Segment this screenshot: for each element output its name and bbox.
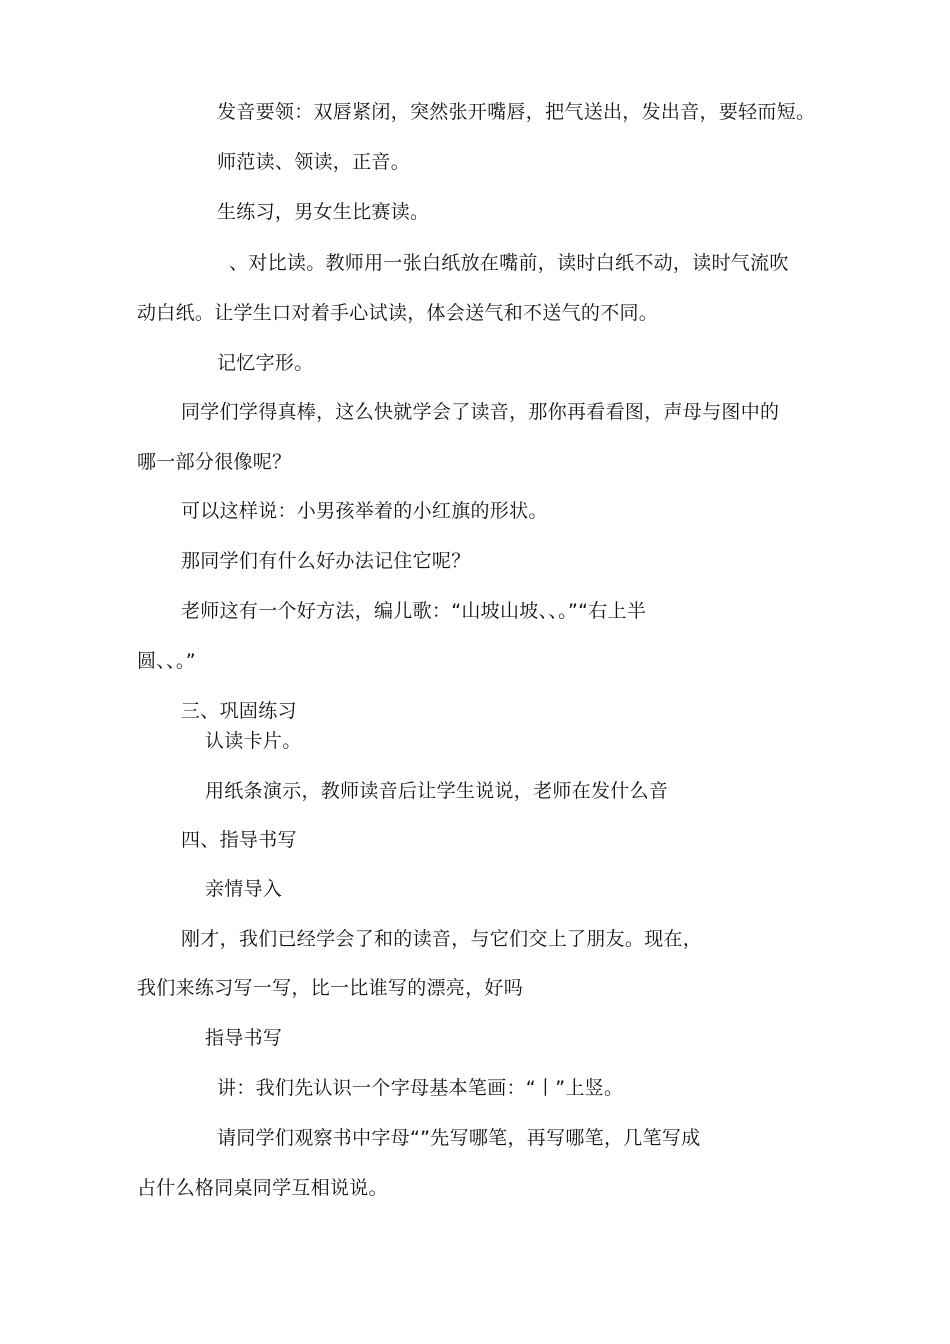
paragraph-teacher-reading: 师范读、领读，正音。 (217, 151, 411, 173)
paragraph-praise: 同学们学得真棒，这么快就学会了读音，那你再看看图，声母与图中的 (181, 401, 780, 423)
paragraph-observe-letter-cont: 占什么格同桌同学互相说说。 (137, 1177, 388, 1199)
paragraph-review-cont: 我们来练习写一写，比一比谁写的漂亮，好吗 (137, 977, 524, 999)
paragraph-rhyme: 老师这有一个好方法，编儿歌：“山坡山坡、、。”“右上半 (181, 600, 647, 622)
paragraph-rhyme-cont: 圆、、。” (137, 650, 196, 672)
paragraph-praise-cont: 哪一部分很像呢？ (137, 451, 292, 473)
paragraph-review: 刚才，我们已经学会了和的读音，与它们交上了朋友。现在， (181, 928, 703, 950)
paragraph-student-practice: 生练习，男女生比赛读。 (217, 201, 430, 223)
heading-intro: 亲情导入 (205, 878, 283, 900)
paragraph-read-cards: 认读卡片。 (205, 730, 302, 752)
paragraph-flag-shape: 可以这样说：小男孩举着的小红旗的形状。 (181, 500, 548, 522)
section-heading-writing: 四、指导书写 (181, 829, 297, 851)
heading-writing-guide: 指导书写 (205, 1027, 283, 1049)
paragraph-contrast-reading: 、对比读。教师用一张白纸放在嘴前，读时白纸不动，读时气流吹 (229, 252, 789, 274)
paragraph-memory-question: 那同学们有什么好办法记住它呢？ (181, 550, 471, 572)
paragraph-contrast-reading-cont: 动白纸。让学生口对着手心试读，体会送气和不送气的不同。 (137, 302, 659, 324)
paragraph-paper-demo: 用纸条演示，教师读音后让学生说说，老师在发什么音 (205, 780, 669, 802)
section-heading-practice: 三、巩固练习 (181, 700, 297, 722)
paragraph-observe-letter: 请同学们观察书中字母“”先写哪笔，再写哪笔，几笔写成 (217, 1127, 701, 1149)
paragraph-basic-stroke: 讲：我们先认识一个字母基本笔画：“丨”上竖。 (217, 1077, 624, 1099)
paragraph-pronunciation-tips: 发音要领：双唇紧闭，突然张开嘴唇，把气送出，发出音，要轻而短。 (217, 101, 816, 123)
heading-memorize-shape: 记忆字形。 (217, 352, 314, 374)
